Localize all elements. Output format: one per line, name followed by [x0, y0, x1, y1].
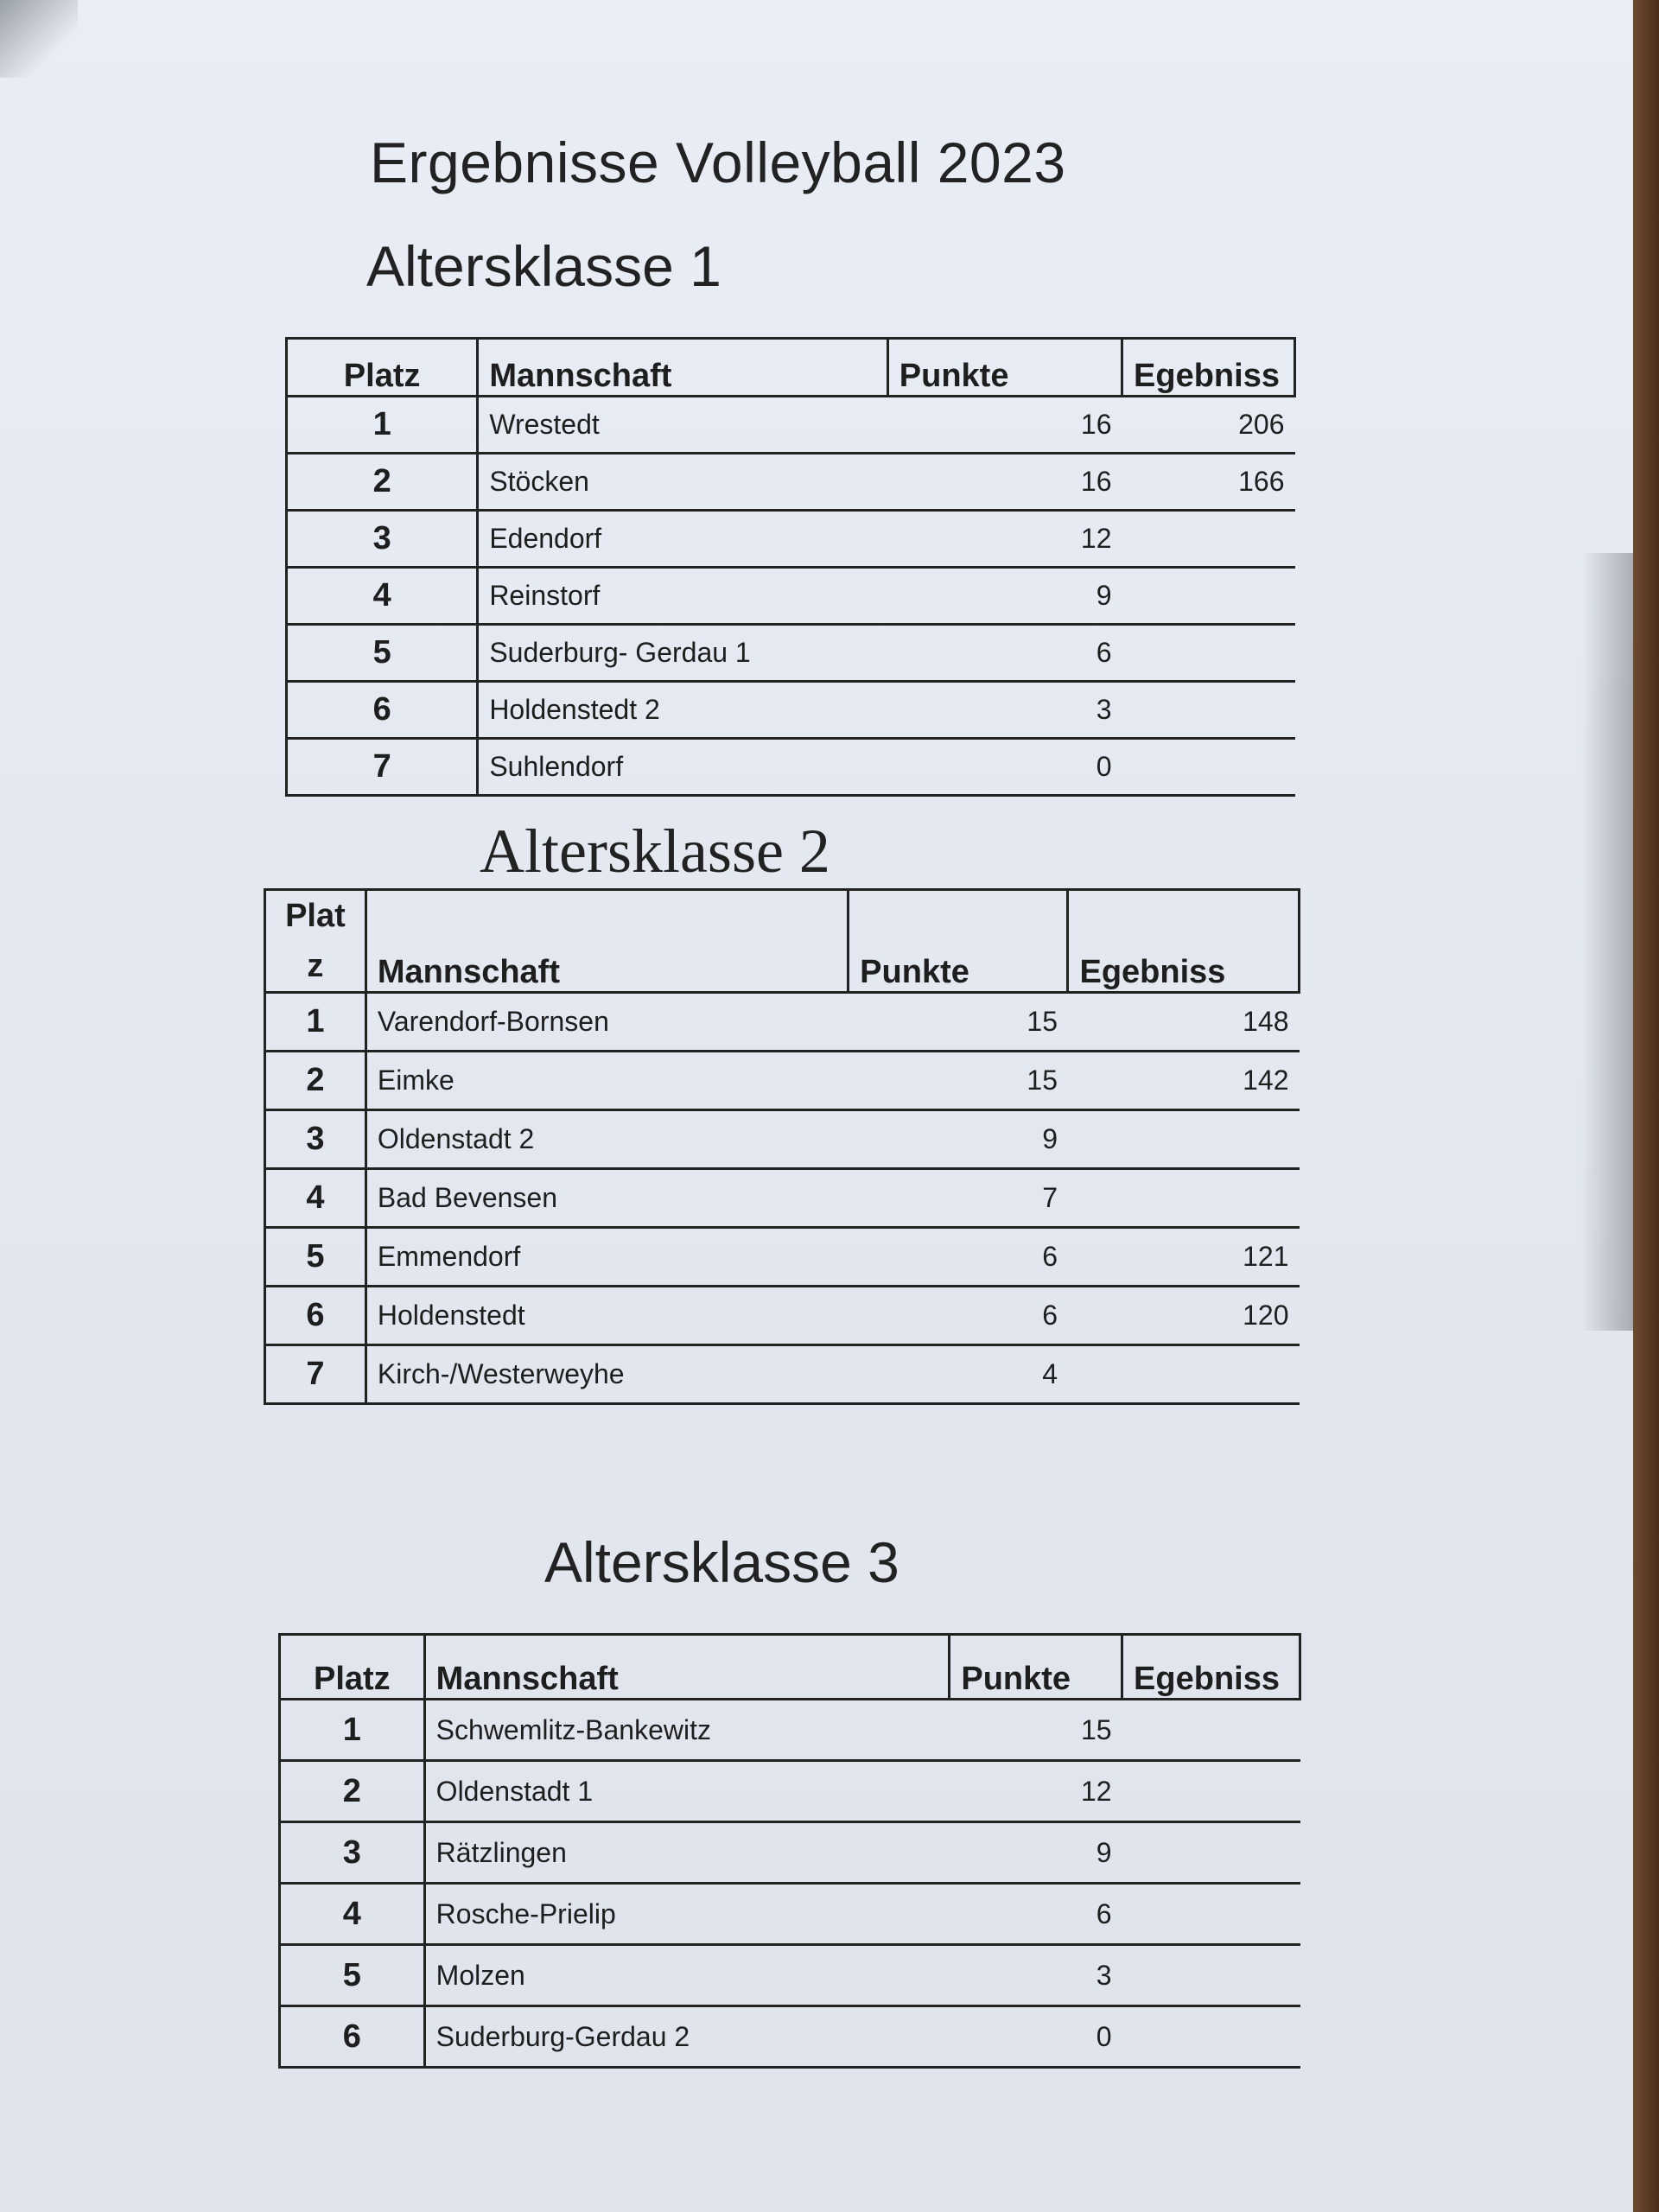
column-header-result: Egebniss: [1122, 339, 1295, 397]
points-cell: 9: [950, 1822, 1122, 1884]
result-cell: [1122, 1884, 1300, 1945]
rank-cell: 1: [280, 1700, 425, 1761]
table-row: [280, 1884, 1300, 1945]
points-cell: 0: [887, 739, 1122, 796]
rank-cell: 1: [265, 993, 366, 1052]
team-cell: Wrestedt: [478, 397, 887, 454]
team-cell: Emmendorf: [365, 1228, 848, 1287]
rank-cell: 3: [265, 1110, 366, 1169]
table-row: [265, 1110, 1300, 1169]
team-cell: Holdenstedt: [365, 1287, 848, 1345]
result-cell: [1068, 1345, 1300, 1404]
rank-cell: 6: [265, 1287, 366, 1345]
column-header-result: Egebniss: [1122, 1635, 1300, 1700]
rank-cell: 2: [265, 1052, 366, 1110]
column-header-points: Punkte: [950, 1635, 1122, 1700]
section-title-3: Altersklasse 3: [544, 1530, 899, 1594]
rank-cell: 4: [265, 1169, 366, 1228]
rank-cell: 5: [287, 625, 478, 682]
results-table-2: [264, 888, 1300, 1405]
column-header-rank: Platz: [280, 1635, 425, 1700]
result-cell: [1122, 2006, 1300, 2068]
team-cell: Rosche-Prielip: [424, 1884, 950, 1945]
team-cell: Molzen: [424, 1945, 950, 2006]
corner-shadow: [0, 0, 78, 78]
table-row: [287, 739, 1295, 796]
column-header-team: Mannschaft: [424, 1635, 950, 1700]
rank-cell: 1: [287, 397, 478, 454]
table-row: [287, 511, 1295, 568]
result-cell: 206: [1122, 397, 1295, 454]
rank-cell: 5: [280, 1945, 425, 2006]
team-cell: Reinstorf: [478, 568, 887, 625]
points-cell: 15: [950, 1700, 1122, 1761]
team-cell: Oldenstadt 1: [424, 1761, 950, 1822]
table-header-row: [280, 1635, 1300, 1700]
points-cell: 3: [887, 682, 1122, 739]
section-title-2: Altersklasse 2: [480, 817, 830, 886]
column-header-rank: [265, 890, 366, 993]
table-row: [280, 1700, 1300, 1761]
team-cell: Kirch-/Westerweyhe: [365, 1345, 848, 1404]
team-cell: Suderburg- Gerdau 1: [478, 625, 887, 682]
points-cell: 9: [887, 568, 1122, 625]
result-cell: [1122, 1761, 1300, 1822]
edge-shadow: [1581, 553, 1633, 1331]
rank-cell: 2: [280, 1761, 425, 1822]
table-row: [265, 1052, 1300, 1110]
team-cell: Stöcken: [478, 454, 887, 511]
points-cell: 15: [849, 1052, 1068, 1110]
points-cell: 3: [950, 1945, 1122, 2006]
rank-cell: 2: [287, 454, 478, 511]
points-cell: 7: [849, 1169, 1068, 1228]
team-cell: Oldenstadt 2: [365, 1110, 848, 1169]
table-header-row: [287, 339, 1295, 397]
points-cell: 9: [849, 1110, 1068, 1169]
points-cell: 16: [887, 397, 1122, 454]
points-cell: 6: [849, 1287, 1068, 1345]
team-cell: Suderburg-Gerdau 2: [424, 2006, 950, 2068]
results-table-3: [278, 1633, 1301, 2069]
points-cell: 15: [849, 993, 1068, 1052]
result-cell: [1122, 625, 1295, 682]
column-header-team: Mannschaft: [365, 890, 848, 993]
points-cell: 6: [950, 1884, 1122, 1945]
column-header-team: Mannschaft: [478, 339, 887, 397]
result-cell: [1122, 568, 1295, 625]
points-cell: 12: [887, 511, 1122, 568]
points-cell: 6: [887, 625, 1122, 682]
table-row: [280, 2006, 1300, 2068]
team-cell: Edendorf: [478, 511, 887, 568]
rank-cell: 3: [287, 511, 478, 568]
team-cell: Suhlendorf: [478, 739, 887, 796]
team-cell: Eimke: [365, 1052, 848, 1110]
column-header-points: Punkte: [887, 339, 1122, 397]
result-cell: 148: [1068, 993, 1300, 1052]
rank-cell: 4: [287, 568, 478, 625]
table-row: [287, 454, 1295, 511]
rank-cell: 6: [287, 682, 478, 739]
result-cell: 142: [1068, 1052, 1300, 1110]
result-cell: 120: [1068, 1287, 1300, 1345]
table-row: [287, 682, 1295, 739]
rank-header-line-1: Plat: [285, 898, 346, 934]
rank-cell: 5: [265, 1228, 366, 1287]
rank-header-line-2: z: [307, 948, 324, 984]
table-row: [265, 1228, 1300, 1287]
result-cell: [1122, 739, 1295, 796]
result-cell: [1122, 1700, 1300, 1761]
table-row: [265, 1169, 1300, 1228]
result-cell: [1068, 1169, 1300, 1228]
document-title: Ergebnisse Volleyball 2023: [370, 130, 1066, 194]
rank-cell: 3: [280, 1822, 425, 1884]
table-row: [265, 1287, 1300, 1345]
table-row: [280, 1761, 1300, 1822]
table-header-row: [265, 890, 1300, 993]
team-cell: Schwemlitz-Bankewitz: [424, 1700, 950, 1761]
rank-cell: 7: [287, 739, 478, 796]
team-cell: Bad Bevensen: [365, 1169, 848, 1228]
table-row: [265, 1345, 1300, 1404]
table-row: [287, 625, 1295, 682]
table-row: [287, 568, 1295, 625]
results-table-1: [285, 337, 1296, 797]
result-cell: 166: [1122, 454, 1295, 511]
result-cell: [1122, 682, 1295, 739]
table-row: [280, 1945, 1300, 2006]
points-cell: 16: [887, 454, 1122, 511]
column-header-rank: Platz: [287, 339, 478, 397]
points-cell: 12: [950, 1761, 1122, 1822]
rank-cell: 7: [265, 1345, 366, 1404]
result-cell: [1068, 1110, 1300, 1169]
points-cell: 6: [849, 1228, 1068, 1287]
column-header-points: Punkte: [849, 890, 1068, 993]
column-header-result: Egebniss: [1068, 890, 1300, 993]
table-row: [265, 993, 1300, 1052]
table-row: [287, 397, 1295, 454]
team-cell: Varendorf-Bornsen: [365, 993, 848, 1052]
team-cell: Holdenstedt 2: [478, 682, 887, 739]
points-cell: 0: [950, 2006, 1122, 2068]
points-cell: 4: [849, 1345, 1068, 1404]
result-cell: [1122, 1822, 1300, 1884]
section-title-1: Altersklasse 1: [366, 234, 721, 298]
result-cell: [1122, 511, 1295, 568]
rank-cell: 4: [280, 1884, 425, 1945]
result-cell: 121: [1068, 1228, 1300, 1287]
rank-cell: 6: [280, 2006, 425, 2068]
team-cell: Rätzlingen: [424, 1822, 950, 1884]
result-cell: [1122, 1945, 1300, 2006]
table-row: [280, 1822, 1300, 1884]
